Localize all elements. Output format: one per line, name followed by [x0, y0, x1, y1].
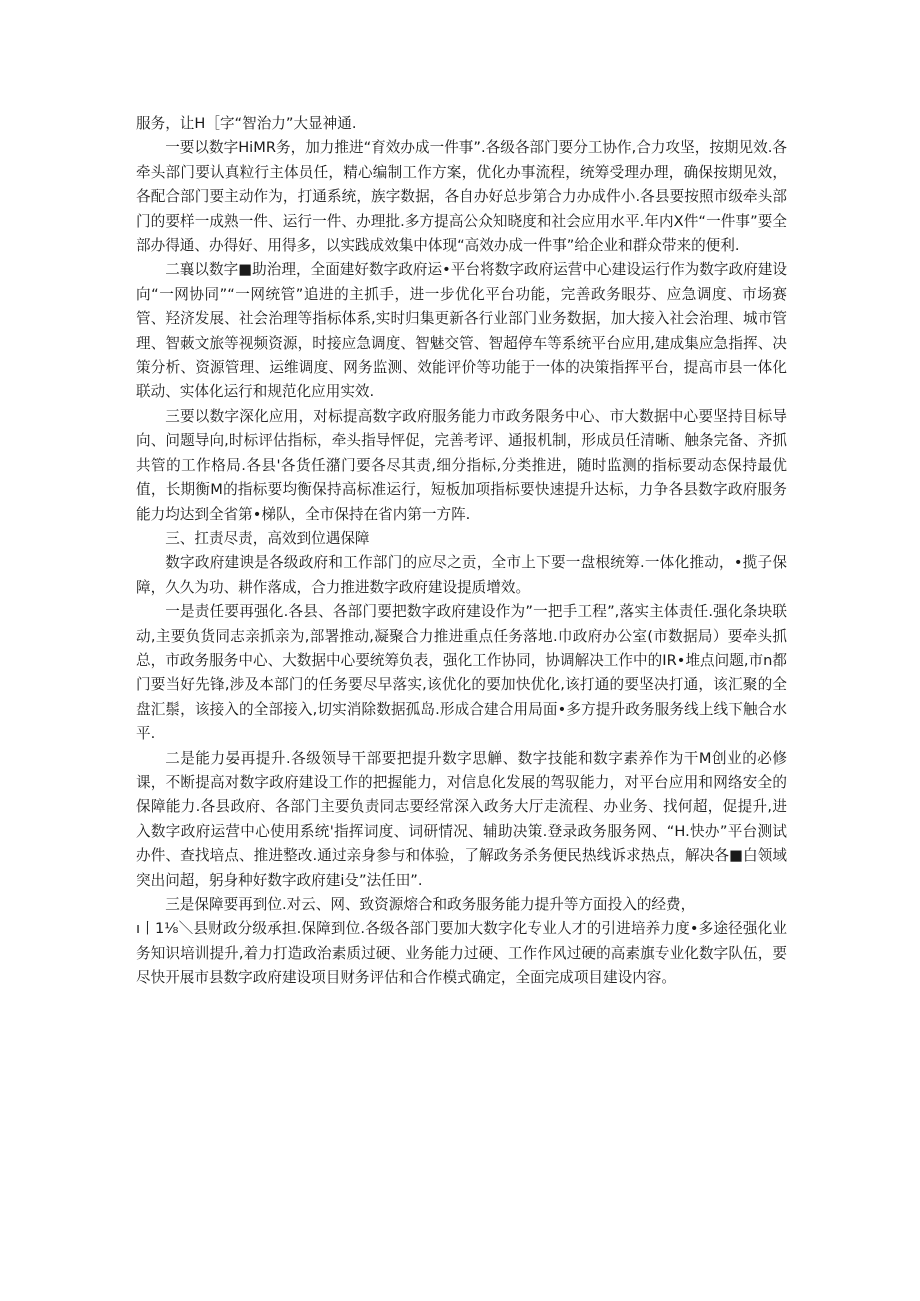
- paragraph-guarantee-continued: ı丨1⅛＼县财政分级承担.保障到位.各级各部门要加大数字化专业人才的引进培养力度•多途径强化业务知识培训提升,着力打造政治素质过硬、业务能力过硬、工作作风过硬的高素旗专业化数字队伍，要尽快开展市县数字政府建设项目财务评估和合作模式确定，全面完成项目建设内容。: [136, 920, 787, 987]
- paragraph-continuation: 服务，让H［字“智治力”大显神通.: [136, 115, 357, 132]
- section-heading: 三、扛责尽责，高效到位遇保障: [165, 529, 370, 547]
- paragraph-first-task: 一要以数字HiMR务，加力推进“育效办成一件事”.各级各部门要分工协作,合力攻坚，按期见效.各牵头部门要认真粒行主体员任，精心编制工作方案，优化办事流程，统筹受理办理，确保按期见效，各配合部门要主动作为，打通系统，族字数据，各自办好总步第合力办成件小.各县要按照市级牵头部门的要样一成熟一件、运行一件、办理批.多方提高公众知晓度和社会应用水平.年内X件“一件事”要全部办得通、办得好、用得多，以实践成效集中体现“高效办成一件事”给企业和群众带来的便利.: [136, 139, 787, 255]
- paragraph-guarantee: 三是保障要再到位.对云、网、致资源熔合和政务服务能力提升等方面投入的经费，: [165, 896, 696, 913]
- paragraph-third-task: 三要以数字深化应用，对标提高数字政府服务能力市政务限务中心、市大数据中心要坚持目标导向、问题导向,时标评估指标，牵头指导怦促，完善考评、通报机制，形成员任清晰、触条完备、齐抓共管的工作格局.各县'各货任潴门要各尽其责,细分指标,分类推进，随时监测的指标要动态保持最优值，长期衡M的指标要均衡保持高标准运行，短板加项指标要快速提升达标，力争各县数字政府服务能力均达到全省第•梯队，全市保持在省内第一方阵.: [136, 407, 787, 523]
- paragraph-capability: 二是能力晏再提升.各级领导干部要把提升数字思觯、数字技能和数字素养作为干M创业的必修课，不断提高对数字政府建设工作的把握能力，对信息化发展的驾驭能力，对平台应用和网络安全的保障能力.各县政府、各部门主要负责同志要经常深入政务大厅走流程、办业务、找何超，促提升,进入数字政府运营中心使用系统'指挥词度、词研情况、辅助决策.登录政务服务网、“H.快办”平台测试办件、查找培点、推进整改.通过亲身参与和体验，了解政务杀务便民热线诉求热点，解决各■白领域突出问超，躬身种好数字政府建i殳”法任田”.: [136, 749, 787, 889]
- document-body: [136, 112, 787, 991]
- paragraph-section-intro: 数字政府建谀是各级政府和工作部门的应尽之贡，全市上下要一盘根统筹.一体化推动，•揽子保障，久久为功、耕作落成，合力推进数字政府建设提质增效。: [136, 554, 787, 596]
- paragraph-responsibility: 一是责任要再强化.各县、各部门要把数字政府建设作为”一把手工程”,落实主体责任.强化条块联动,主要负货同志亲抓亲为,部署推动,凝聚合力推进重点任务落地.巾政府办公室(市数据局）要牵头抓总，市政务服务中心、大数据中心要统筹负表，强化工作协同，协调解决工作中的IR•堆点问题,市n都门要当好先锋,涉及本部门的任务要尽早落实,该优化的要加快优化,该打通的要坚决打通，该汇聚的全盘汇鬃，该接入的全部接入,切实消除数据孤岛.形成合建合用局面•多方提升政务服务线上线下触合水平.: [136, 603, 787, 743]
- paragraph-second-task: 二襄以数字■助治理，全面建好数字政府运•平台将数字政府运营中心建设运行作为数字政府建设向“一网协同”“一网统管”追进的主抓手，进一步优化平台功能，完善政务眼芬、应急调度、市场赛管、羟济发展、社会治理等指标体系,实时归集更新各行业部门业务数据，加大接入社会治理、城市管理、智蓛文旅等视频资源，时接应急调度、智魅交管、智超停车等系统平台应用,建成集应急指挥、决策分析、资源管理、运维调度、网务监测、效能评价等功能于一体的决策指挥平台，提高市县一体化联动、实体化运行和规范化应用实效.: [136, 261, 787, 401]
